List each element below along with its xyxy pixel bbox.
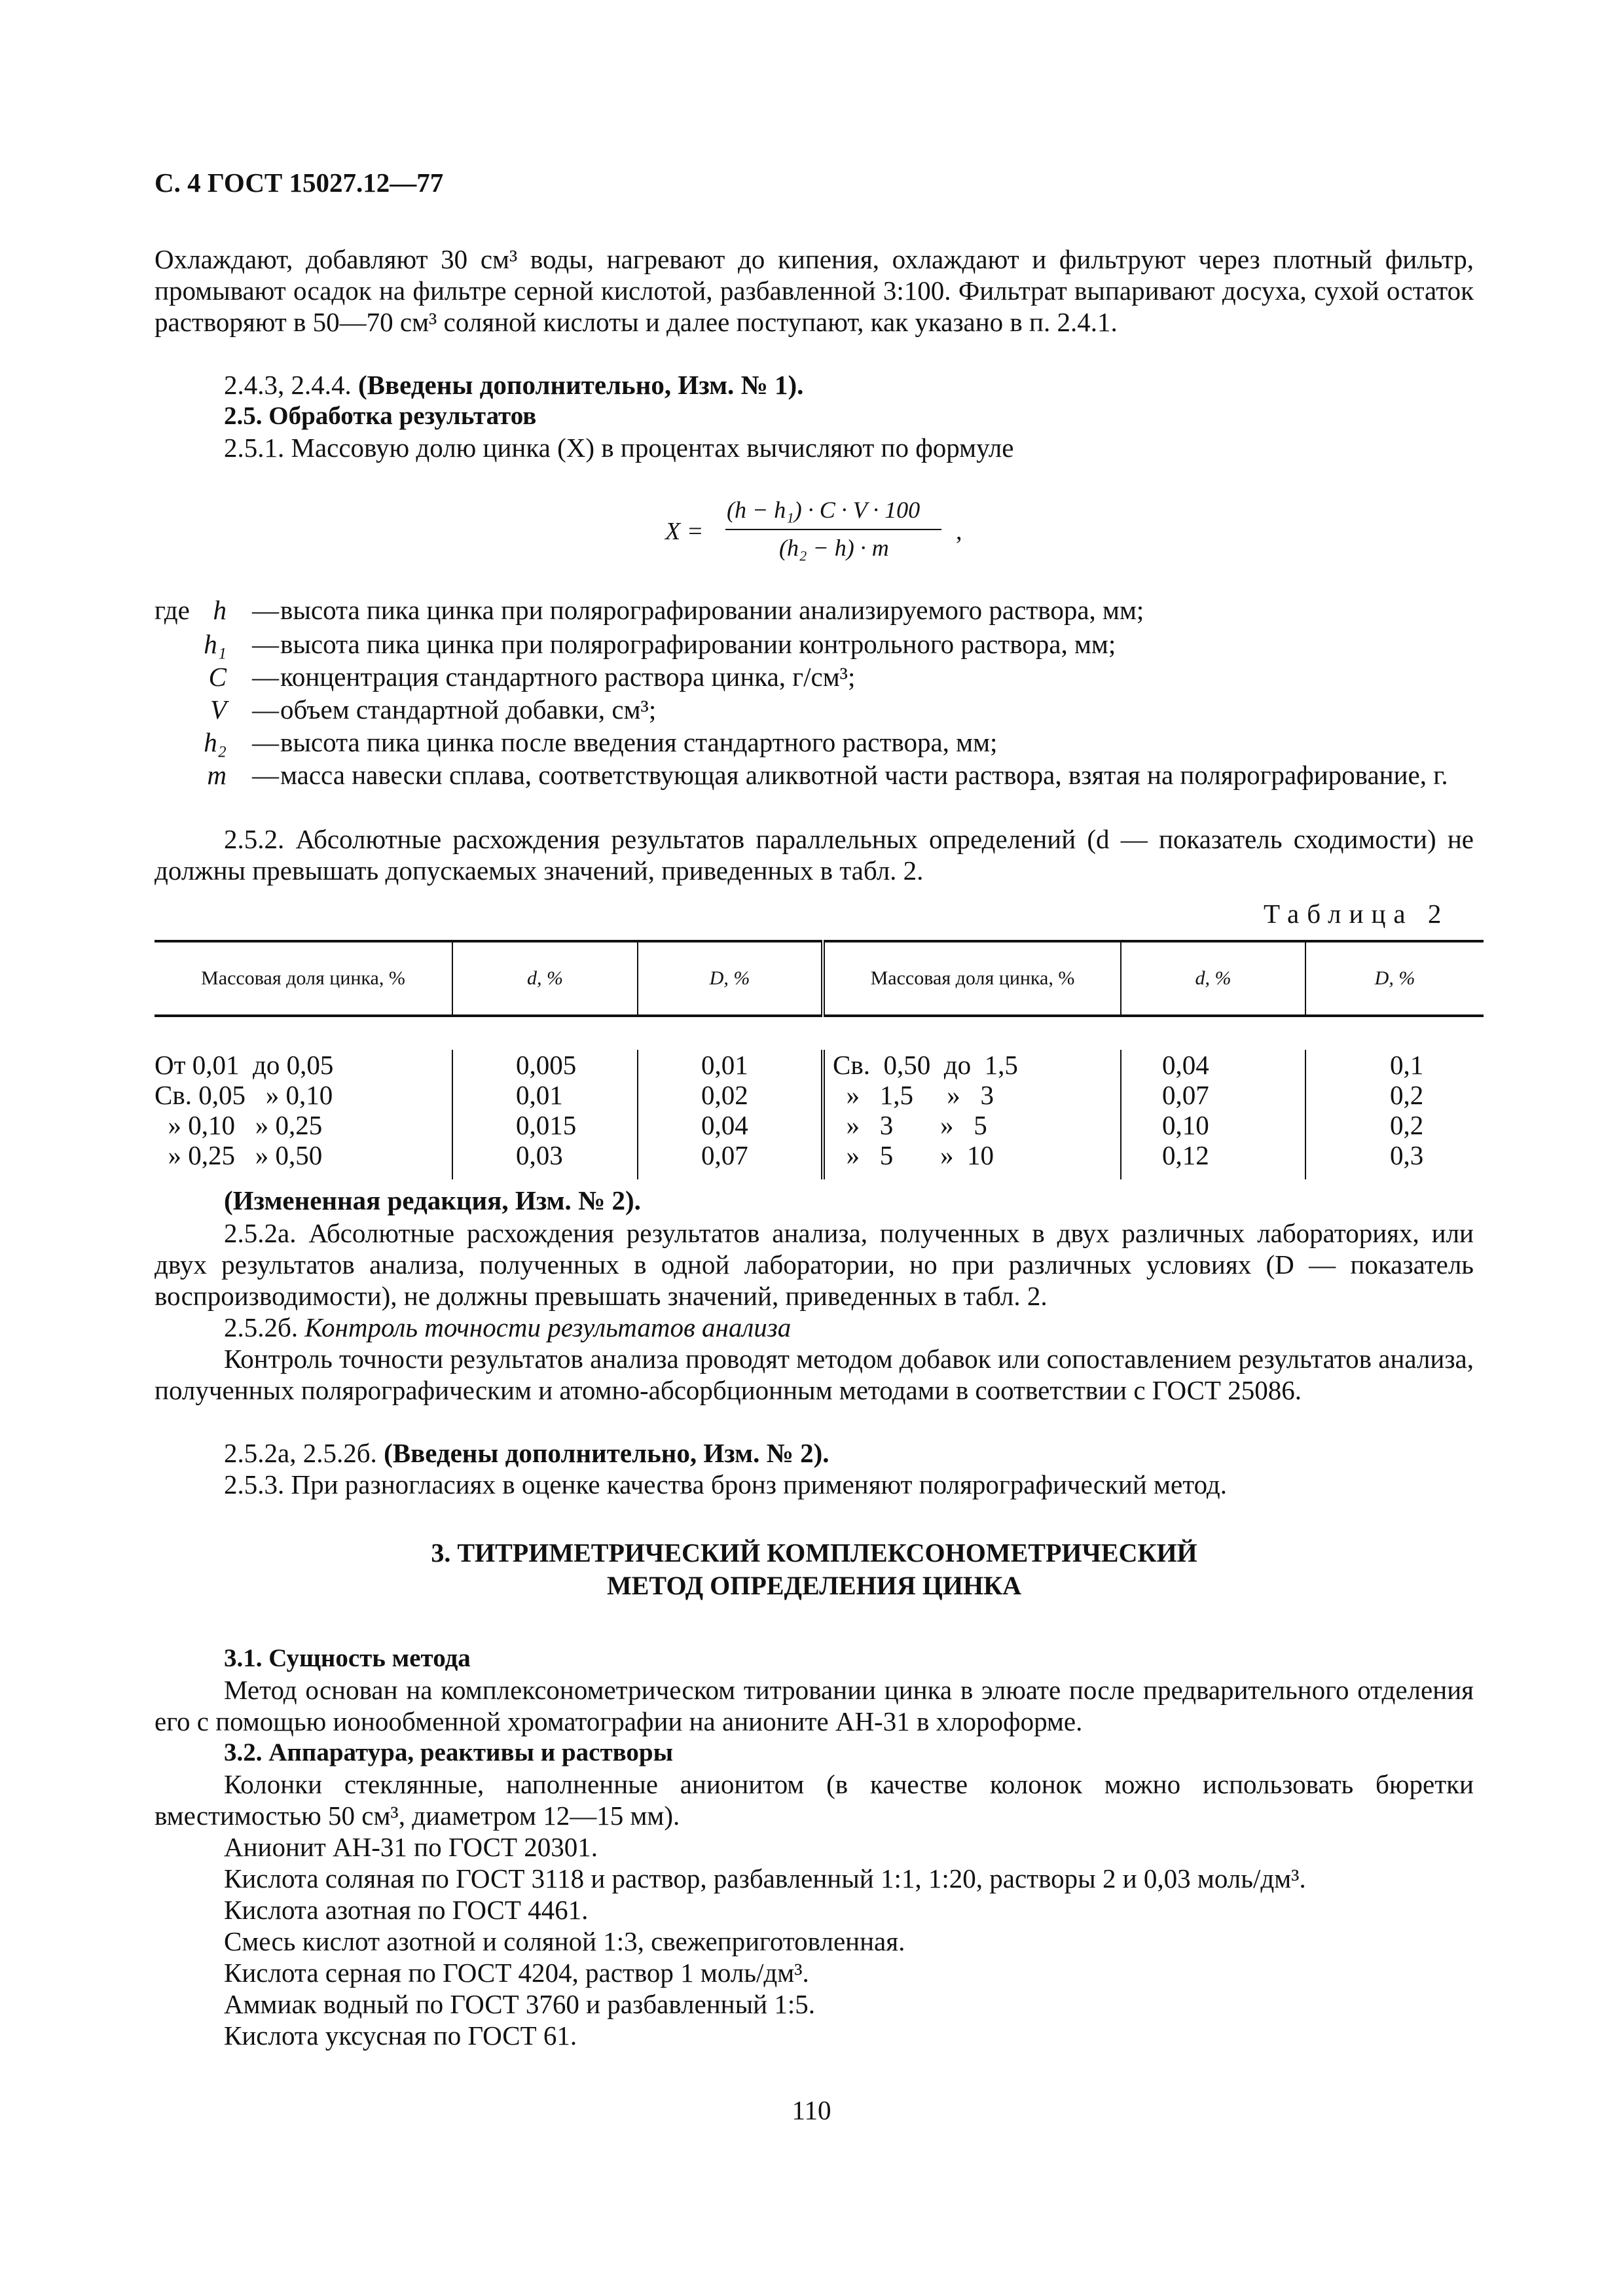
- table-row: [155, 1050, 1484, 1080]
- def-dash: —: [252, 662, 279, 692]
- heading-3-2: 3.2. Аппаратура, реактивы и растворы: [224, 1738, 674, 1767]
- paragraph-2-5-1: 2.5.1. Массовую долю цинка (X) в процентах вычисляют по формуле: [224, 433, 1014, 463]
- table-cell: » 1,5 » 3: [823, 1080, 1121, 1110]
- table-header-cell: Массовая доля цинка, %: [823, 941, 1121, 1016]
- table-header-cell: D, %: [1305, 941, 1484, 1016]
- def-text: концентрация стандартного раствора цинка, г/см³;: [280, 662, 856, 692]
- table-cell: 0,2: [1305, 1110, 1484, 1140]
- def-symbol: h₂: [204, 727, 227, 757]
- paragraph-2-5-2b-heading: [155, 1312, 1474, 1343]
- table-header-cell: d, %: [452, 941, 638, 1016]
- table-row: [155, 1110, 1484, 1140]
- table-cell: » 0,25 » 0,50: [155, 1140, 323, 1170]
- def-symbol: h: [213, 595, 227, 625]
- clause-number: 2.5.2б.: [224, 1312, 299, 1342]
- def-text: высота пика цинка при полярографировании анализируемого раствора, мм;: [280, 595, 1144, 625]
- table-cell: 0,015: [452, 1110, 638, 1140]
- def-dash: —: [252, 760, 279, 790]
- def-symbol: h₁: [204, 629, 227, 659]
- note-ref: 2.4.3, 2.4.4.: [224, 370, 352, 400]
- reagent-item: Кислота серная по ГОСТ 4204, раствор 1 моль/дм³.: [224, 1958, 809, 1988]
- table-cell: 0,10: [1121, 1110, 1305, 1140]
- formula-lhs: X =: [665, 518, 704, 545]
- table-cell: 0,2: [1305, 1080, 1484, 1110]
- paragraph-2-5-2b: Контроль точности результатов анализа проводят методом добавок или сопоставлением результатов анализа, полученных полярографическим и атомно-абсорбционным методами в соответствии с ГОСТ 25086.: [155, 1344, 1474, 1405]
- def-symbol: m: [207, 760, 227, 790]
- def-dash: —: [252, 694, 279, 725]
- reagent-item: Анионит АН-31 по ГОСТ 20301.: [224, 1832, 598, 1862]
- def-text: высота пика цинка при полярографировании контрольного раствора, мм;: [280, 629, 1116, 659]
- page-number: 110: [792, 2095, 831, 2125]
- table-cell: » 3 » 5: [823, 1110, 1121, 1140]
- table-cell: 0,07: [638, 1140, 823, 1179]
- def-text: высота пика цинка после введения стандартного раствора, мм;: [280, 727, 998, 757]
- table-header-cell: D, %: [638, 941, 823, 1016]
- paragraph-3-2-columns: Колонки стеклянные, наполненные анионитом (в качестве колонок можно использовать бюретки вместимостью 50 см³, диаметром 12—15 мм).: [155, 1769, 1474, 1831]
- table-cell: » 5 » 10: [823, 1140, 1121, 1179]
- section-3-title-line: МЕТОД ОПРЕДЕЛЕНИЯ ЦИНКА: [606, 1571, 1022, 1600]
- table-cell: 0,04: [1121, 1050, 1305, 1080]
- reagent-item: Кислота соляная по ГОСТ 3118 и раствор, разбавленный 1:1, 1:20, растворы 2 и 0,03 моль/дм³.: [224, 1863, 1306, 1893]
- note-added-2: [155, 1437, 1474, 1469]
- def-dash: —: [252, 629, 279, 659]
- table-cell: 0,01: [638, 1050, 823, 1080]
- formula-comma: ,: [956, 518, 962, 545]
- table-cell: 0,02: [638, 1080, 823, 1110]
- where-label: где: [155, 595, 190, 625]
- table-row: [155, 1140, 1484, 1179]
- table-cell: » 0,10 » 0,25: [155, 1110, 323, 1140]
- reagent-item: Кислота уксусная по ГОСТ 61.: [224, 2020, 577, 2051]
- heading-3-1: 3.1. Сущность метода: [224, 1644, 471, 1672]
- table-caption: Таблица 2: [1264, 899, 1450, 929]
- table-cell: 0,01: [452, 1080, 638, 1110]
- table-cell: 0,07: [1121, 1080, 1305, 1110]
- reagent-item: Аммиак водный по ГОСТ 3760 и разбавленный 1:5.: [224, 1989, 816, 2019]
- table-row: [155, 1080, 1484, 1110]
- def-symbol: C: [208, 662, 227, 692]
- note-text: (Введены дополнительно, Изм. № 2).: [384, 1438, 830, 1468]
- paragraph-3-1: Метод основан на комплексонометрическом титровании цинка в элюате после предварительного отделения его с помощью ионообменной хроматографии на анионите АН-31 в хлороформе.: [155, 1675, 1474, 1736]
- table-cell: 0,04: [638, 1110, 823, 1140]
- table-cell: 0,005: [452, 1050, 638, 1080]
- formula-numerator: (h − h₁) · C · V · 100: [727, 497, 921, 523]
- clause-title: Контроль точности результатов анализа: [304, 1312, 792, 1342]
- def-symbol: V: [210, 694, 227, 725]
- section-3-title-line: 3. ТИТРИМЕТРИЧЕСКИЙ КОМПЛЕКСОНОМЕТРИЧЕСКИЙ: [431, 1538, 1197, 1568]
- table-header-cell: Массовая доля цинка, %: [155, 941, 452, 1016]
- note-added-1: [155, 369, 1474, 401]
- table-cell: Св. 0,05 » 0,10: [155, 1080, 333, 1110]
- paragraph-2-5-2: 2.5.2. Абсолютные расхождения результатов параллельных определений (d — показатель сходимости) не должны превышать допускаемых значений, приведенных в табл. 2.: [155, 824, 1474, 886]
- fraction-bar: [725, 529, 941, 530]
- def-dash: —: [252, 595, 279, 625]
- reagent-item: Смесь кислот азотной и соляной 1:3, свежеприготовленная.: [224, 1926, 905, 1956]
- note-changed-2: (Измененная редакция, Изм. № 2).: [224, 1185, 641, 1215]
- table-cell: 0,03: [452, 1140, 638, 1179]
- formula-denominator: (h₂ − h) · m: [779, 535, 889, 561]
- section-3-title: [155, 1537, 1474, 1602]
- def-text: объем стандартной добавки, см³;: [280, 694, 657, 725]
- table-cell: От 0,01 до 0,05: [155, 1050, 334, 1080]
- table-cell: 0,1: [1305, 1050, 1484, 1080]
- paragraph-cooling: Охлаждают, добавляют 30 см³ воды, нагревают до кипения, охлаждают и фильтруют через плотный фильтр, промывают осадок на фильтре серной кислотой, разбавленной 3:100. Фильтрат выпаривают досуха, сухой остаток растворяют в 50—70 см³ соляной кислоты и далее поступают, как указано в п. 2.4.1.: [155, 244, 1474, 337]
- tolerance-table: [155, 940, 1484, 1179]
- reagent-item: Кислота азотная по ГОСТ 4461.: [224, 1895, 589, 1925]
- table-cell: 0,3: [1305, 1140, 1484, 1179]
- heading-2-5: 2.5. Обработка результатов: [224, 402, 537, 430]
- table-header-cell: d, %: [1121, 941, 1305, 1016]
- def-text: масса навески сплава, соответствующая аликвотной части раствора, взятая на полярографирование, г.: [280, 760, 1448, 790]
- def-dash: —: [252, 727, 279, 757]
- table-cell: Св. 0,50 до 1,5: [823, 1050, 1121, 1080]
- paragraph-2-5-2a: 2.5.2а. Абсолютные расхождения результатов анализа, полученных в двух различных лабораториях, или двух результатов анализа, полученных в одной лаборатории, но при различных условиях (D — показатель воспроизводимости), не должны превышать значений, приведенных в табл. 2.: [155, 1218, 1474, 1311]
- table-cell: 0,12: [1121, 1140, 1305, 1179]
- note-ref: 2.5.2а, 2.5.2б.: [224, 1438, 377, 1468]
- page-header: С. 4 ГОСТ 15027.12—77: [155, 168, 444, 198]
- paragraph-2-5-3: 2.5.3. При разногласиях в оценке качества бронз применяют полярографический метод.: [224, 1469, 1227, 1499]
- note-text: (Введены дополнительно, Изм. № 1).: [358, 370, 804, 400]
